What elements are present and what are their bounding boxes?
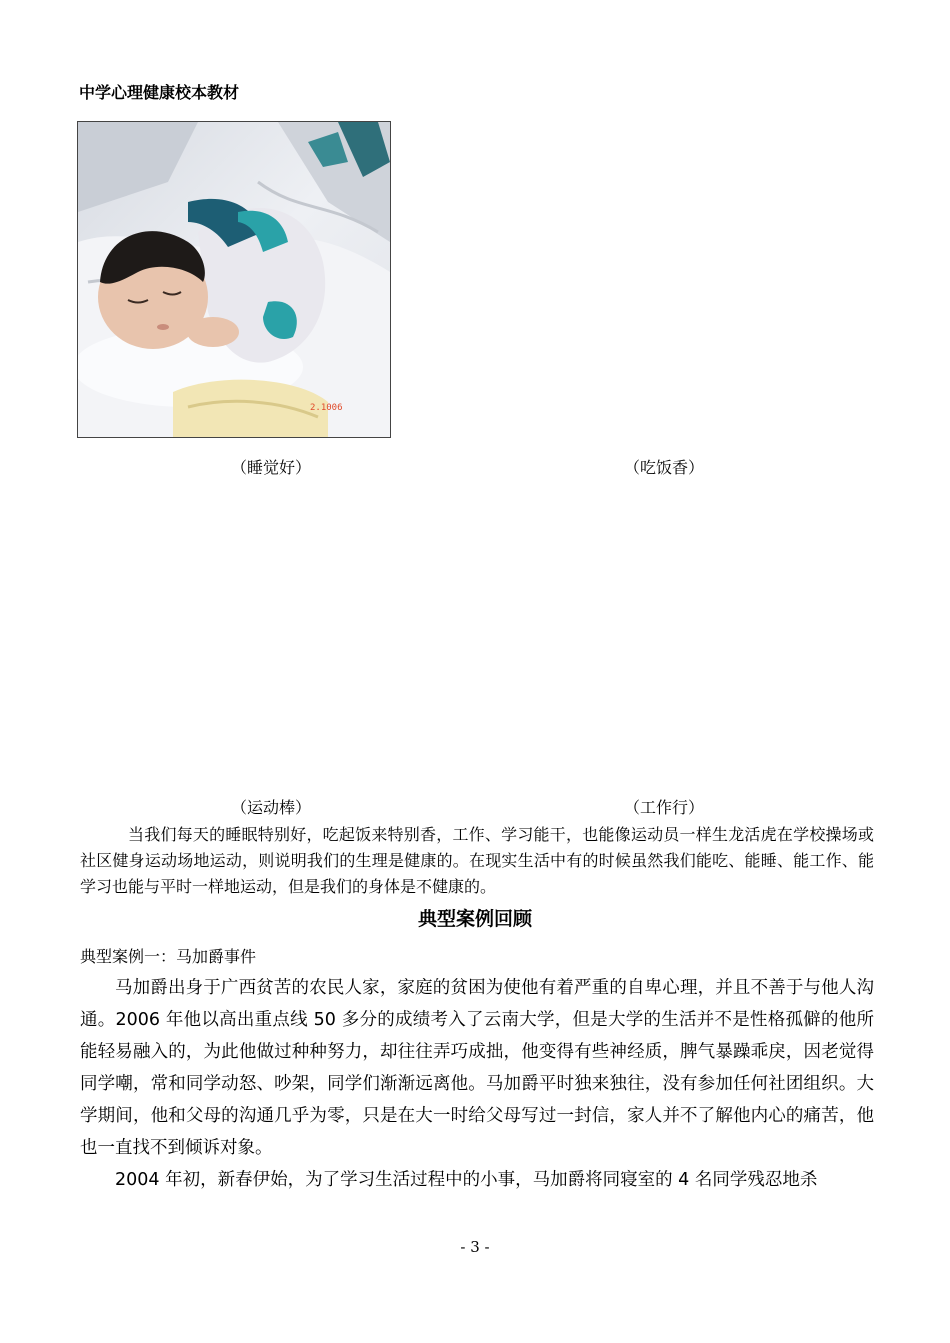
case-label: 典型案例一：马加爵事件 [80,947,257,966]
case-body [80,972,874,1196]
section-title: 典型案例回顾 [417,908,532,930]
intro-paragraph: 当我们每天的睡眠特别好，吃起饭来特别香，工作、学习能干，也能像运动员一样生龙活虎在学校操场或社区健身运动场地运动，则说明我们的生理是健康的。在现实生活中有的时候虽然我们能吃、能睡、能工作、能学习也能与平时一样地运动，但是我们的身体是不健康的。 [80,825,874,896]
sleeping-child-photo [77,121,391,438]
caption-sport: （运动棒） [231,798,312,817]
sleeping-child-illustration [78,122,390,437]
caption-eat: （吃饭香） [624,458,705,477]
document-header: 中学心理健康校本教材 [79,83,240,102]
case-paragraph: 2004 年初，新春伊始，为了学习生活过程中的小事，马加爵将同寝室的 4 名同学残忍地杀 [115,1170,818,1190]
page-number: - 3 - [460,1238,490,1256]
case-paragraph: 马加爵出身于广西贫苦的农民人家，家庭的贫困为使他有着严重的自卑心理，并且不善于与他人沟通。2006 年他以高出重点线 50 多分的成绩考入了云南大学，但是大学的生活并不是性格孤僻的他所能轻易融入的，为此他做过种种努力，却往往弄巧成拙，他变得有些神经质，脾气暴躁乖戾，因老觉得同学嘲，常和同学动怒、吵架，同学们渐渐远离他。马加爵平时独来独往，没有参加任何社团组织。大学期间，他和父母的沟通几乎为零，只是在大一时给父母写过一封信，家人并不了解他内心的痛苦，他也一直找不到倾诉对象。 [80,978,874,1158]
photo-date-stamp: 2.1006 [310,403,343,413]
caption-work: （工作行） [624,798,705,817]
caption-sleep: （睡觉好） [231,458,312,477]
